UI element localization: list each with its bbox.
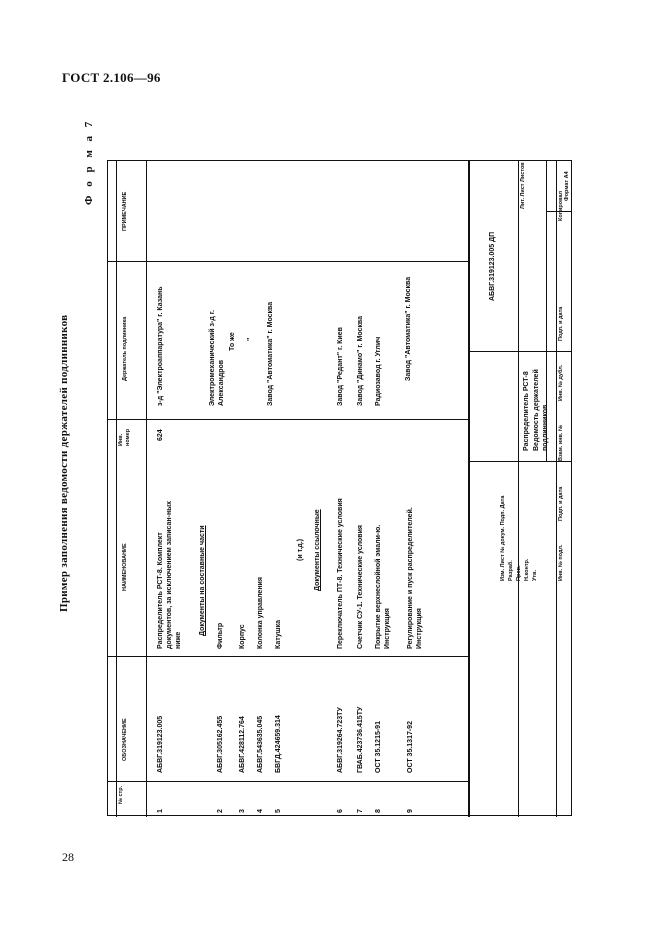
doc-code: АБВГ.319123.005 ДП [489,231,496,301]
tb-bottom-line [556,161,557,817]
col-line-designation [108,656,468,657]
bottom-label: Взам. инв. № [558,424,564,461]
role-header: Изм. Лист № докум. Подп. Дата [500,495,506,581]
row-designation: АБВГ.319264.723ТУ [337,707,344,773]
form-label: Ф о р м а 7 [83,118,95,205]
header-note: ПРИМЕЧАНИЕ [122,191,128,231]
row-name: Фильтр [217,622,224,649]
doc-title: Ведомость держателей подлинников [533,369,549,451]
sheet-labels: Лит. Лист Листов [520,162,526,209]
product-name: Распределитель РСТ-8 [523,371,530,451]
role-checker: Пров. [516,565,522,581]
tb-line [518,161,519,817]
title-block-border [468,161,470,817]
col-line-no [108,781,468,782]
row-holder: з-д "Электроаппаратура" г. Казань [157,286,164,406]
row-holder: Завод "Динамо" г. Москва [357,315,364,406]
row-designation: АБВГ.543635.045 [257,715,264,773]
header-row-line [146,161,147,817]
row-no: 5 [275,809,282,813]
header-no: № стр. [118,785,124,805]
row-no: 3 [239,809,246,813]
header-designation: ОБОЗНАЧЕНИЕ [122,718,128,761]
row-name: Колонка управления [257,577,264,649]
row-name: Покрытие верхнеслойной эмали-ю. Инструкция [375,524,391,649]
row-inv: 624 [157,429,164,441]
row-no: 4 [257,809,264,813]
row-name: Регулирование и пуск распределителей. Инструкция [407,507,423,649]
row-name: Счетчик СУ-1. Технические условия [357,525,364,649]
bottom-label: Подп. и дата [558,306,564,341]
copy-label: Копировал [558,190,564,221]
row-holder: Завод "Автоматика" г. Москва [405,276,412,381]
role-developer: Разраб. [508,560,514,581]
row-designation: ГВАБ.423736.415ТУ [357,706,364,773]
standard-header: ГОСТ 2.106—96 [62,70,161,85]
header-holder: Держатель подлинника [122,316,128,381]
row-designation: АБВГ.428112.764 [239,716,246,773]
row-name: Корпус [239,624,246,649]
row-designation: БВГД.424659.314 [275,715,282,773]
row-holder: Завод "Редант" г. Киев [337,327,344,406]
row-holder: Завод "Автоматика" г. Москва [267,301,274,406]
bottom-label: Подп. и дата [558,486,564,521]
row-no: 6 [337,809,344,813]
col-line-holder [108,261,468,262]
page-caption: Пример заполнения ведомости держателей подлинников [58,314,70,612]
bottom-label: Инв. № подл. [558,544,564,581]
row-holder: Радиозавод г. Углич [375,336,382,406]
row-name: Переключатель ПТ-8. Технические условия [337,498,344,649]
row-holder: То же [229,332,236,351]
row-no: 7 [357,809,364,813]
row-no: 9 [407,809,414,813]
row-no: 2 [217,809,224,813]
format-label: Формат А4 [564,171,570,201]
section-heading: Документы на составные части [199,525,206,636]
section-heading: Документы ссылочные [314,509,321,591]
role-norm: Н.контр. [524,558,530,581]
row-designation: АБВГ.305162.455 [217,715,224,773]
col-line-name [108,419,468,420]
header-name: НАИМЕНОВАНИЕ [122,543,128,591]
row-designation: ОСТ 35.1215-91 [375,721,382,773]
row-no: 8 [375,809,382,813]
row-holder: " [247,337,254,341]
section-note: (и т.д.) [297,538,304,561]
row-holder: Электромеханический з-д г. Александров [209,310,225,406]
header-inv: Инв. номер [118,428,131,446]
row-name: Катушка [275,620,282,649]
row-name: Распределитель РСТ-8. Комплект документов, за исключением записан-ных ниже [157,500,182,649]
row-designation: ОСТ 35.1317-92 [407,721,414,773]
document-sheet [107,160,572,816]
role-approve: Утв. [532,569,538,581]
page-number: 28 [62,850,74,864]
row-designation: АБВГ.319123.005 [157,715,164,773]
row-no: 1 [157,809,164,813]
bottom-label: Инв. № дубл. [558,364,564,401]
inner-frame-left [116,161,117,817]
